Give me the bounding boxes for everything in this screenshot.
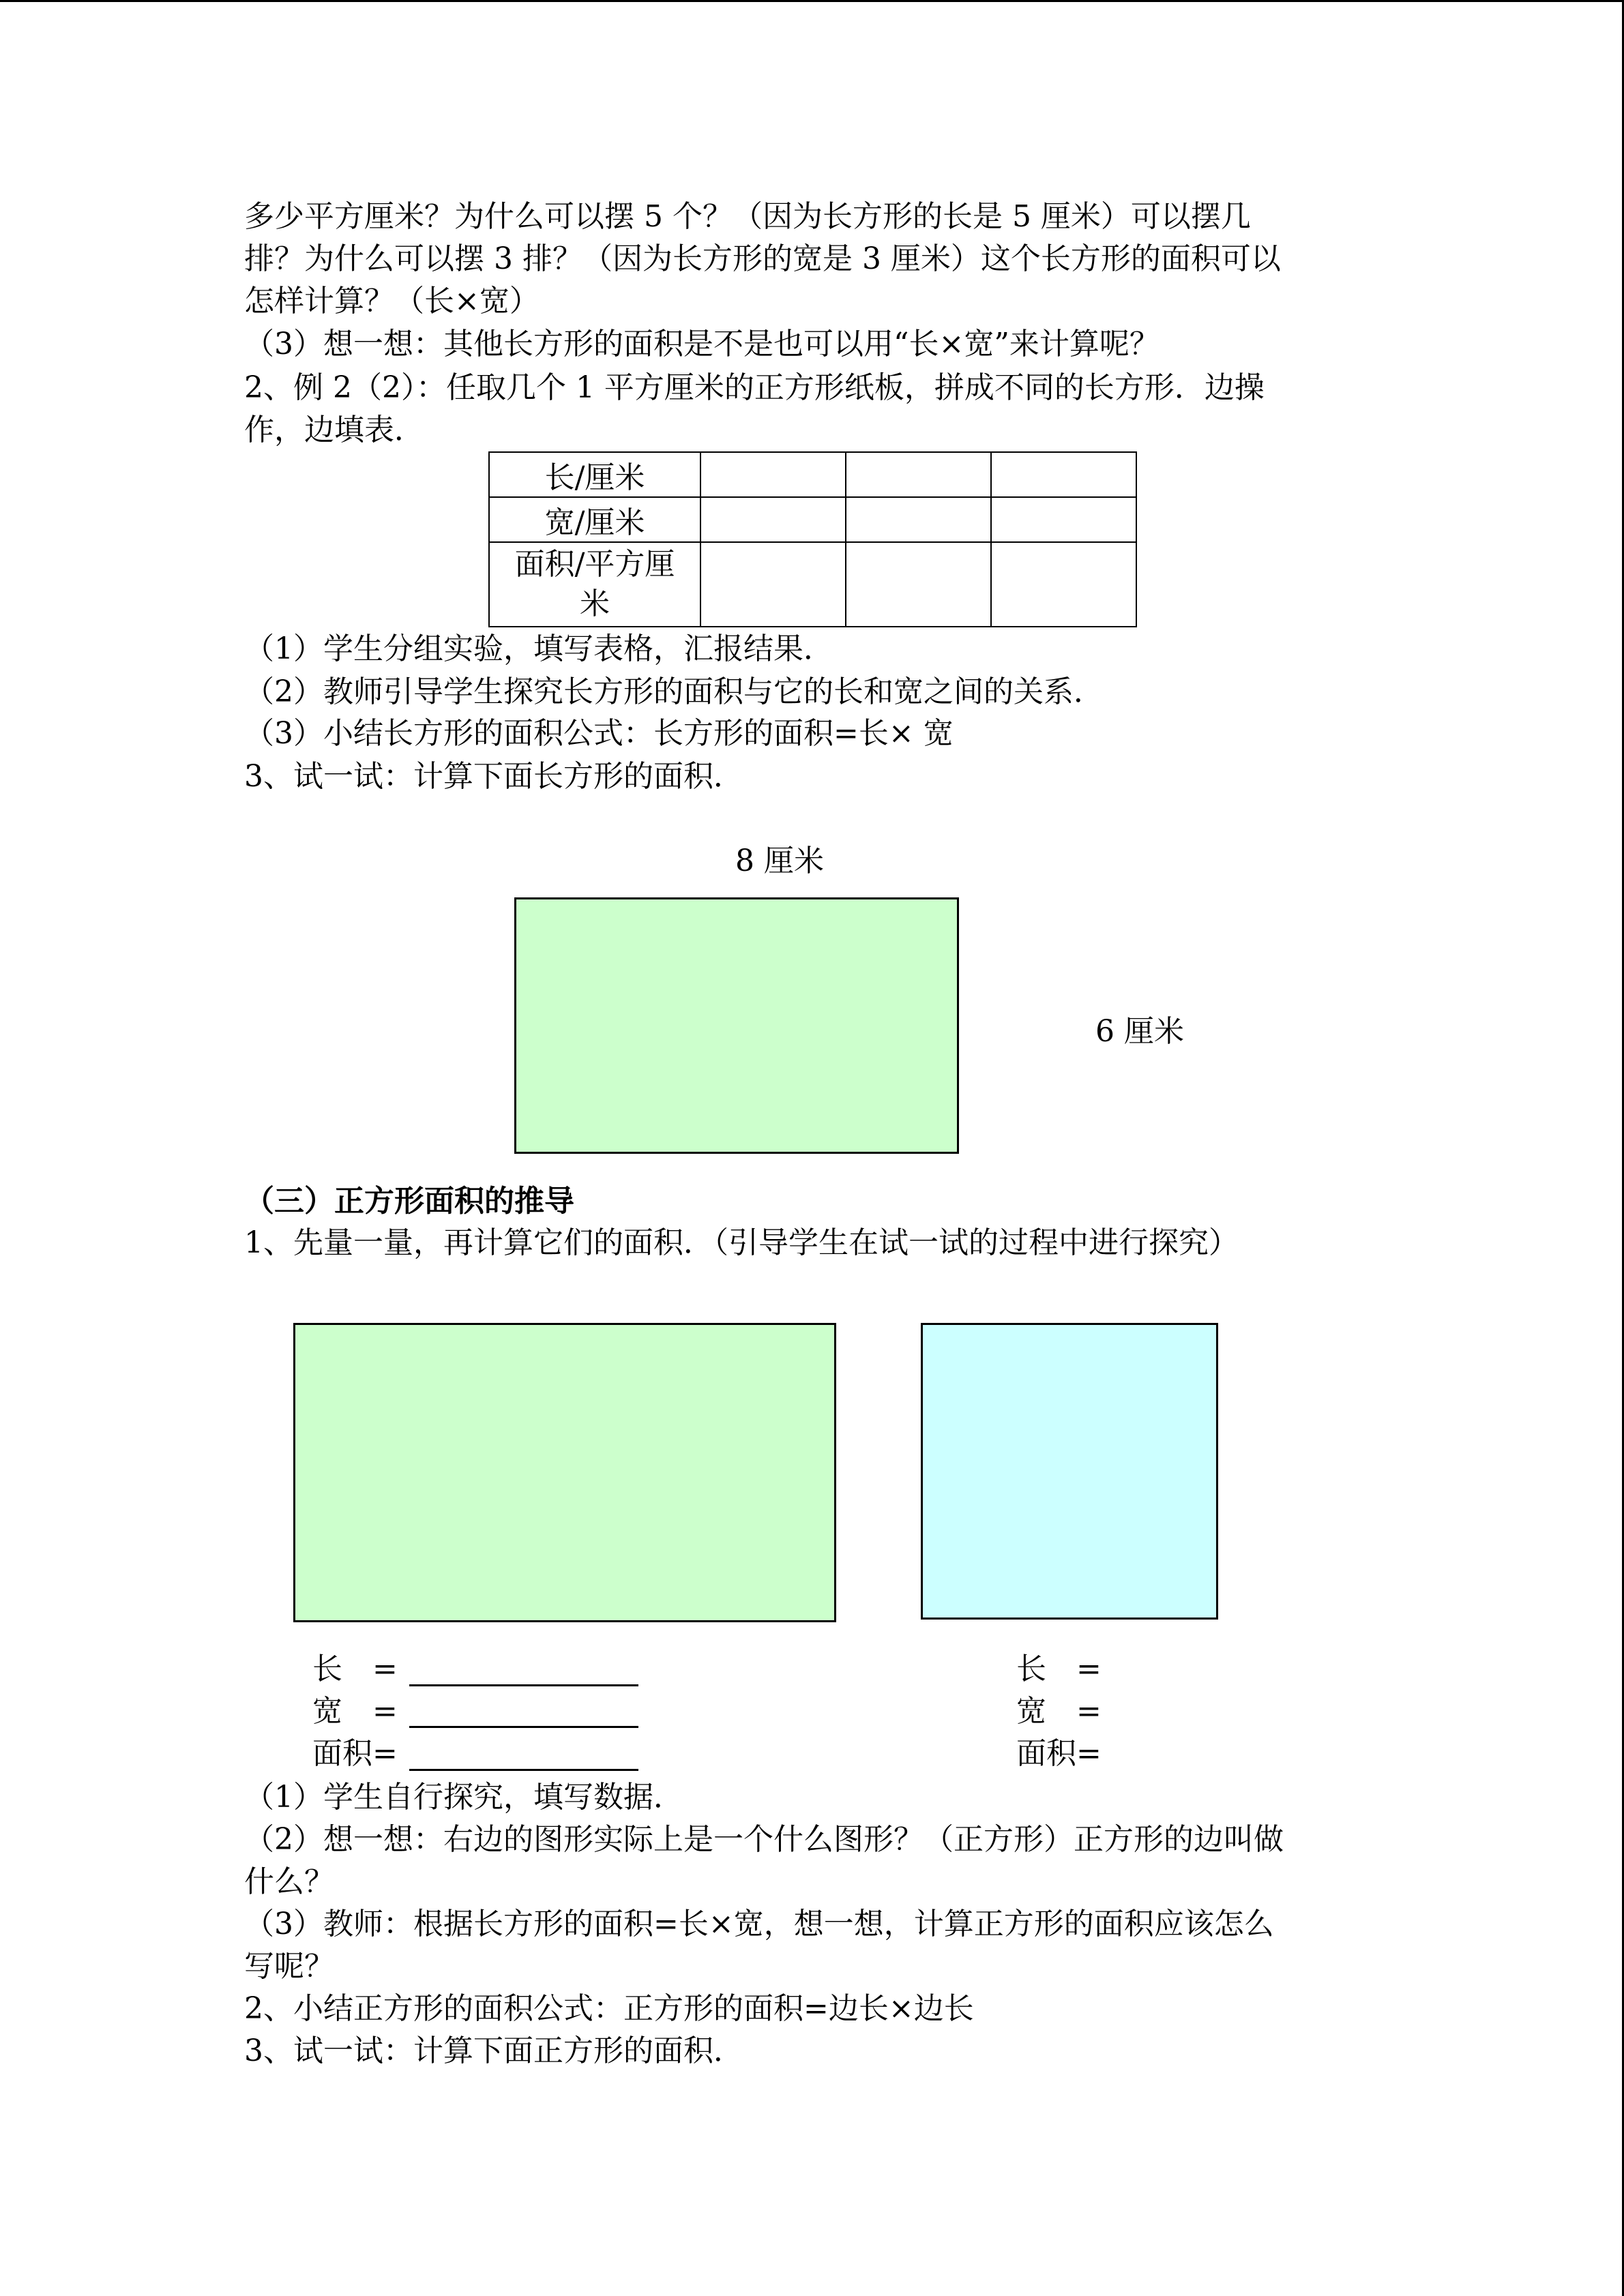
left-width-blank[interactable] <box>409 1726 638 1728</box>
row-header-width: 宽/厘米 <box>489 497 700 542</box>
right-width-label: 宽 = <box>1016 1694 1102 1729</box>
paragraph-line: 多少平方厘米？为什么可以摆 5 个？（因为长方形的长是 5 厘米）可以摆几 <box>244 199 1251 234</box>
table-cell <box>700 497 846 542</box>
paragraph-line: 排？为什么可以摆 3 排？（因为长方形的宽是 3 厘米）这个长方形的面积可以 <box>244 241 1281 276</box>
left-width-label: 宽 = <box>312 1694 398 1729</box>
right-length-label: 长 = <box>1016 1652 1102 1686</box>
paragraph-line: （3）教师：根据长方形的面积=长×宽，想一想，计算正方形的面积应该怎么 <box>244 1907 1274 1941</box>
row-header-area <box>489 542 700 627</box>
section-heading: （三）正方形面积的推导 <box>244 1184 574 1219</box>
left-area-label: 面积= <box>312 1736 398 1771</box>
paragraph-line: 3、试一试：计算下面长方形的面积． <box>244 759 743 794</box>
rectangle-figure <box>514 897 959 1154</box>
paragraph-line: 2、例 2（2）：任取几个 1 平方厘米的正方形纸板，拼成不同的长方形．边操 <box>244 370 1265 405</box>
table-row <box>489 452 1136 497</box>
row-header-length: 长/厘米 <box>489 452 700 497</box>
table-cell <box>991 452 1136 497</box>
paragraph-line: 3、试一试：计算下面正方形的面积． <box>244 2033 743 2068</box>
left-area-blank[interactable] <box>409 1769 638 1771</box>
rect-width-label: 6 厘米 <box>1095 1014 1184 1049</box>
square-shape-right <box>921 1323 1218 1620</box>
paragraph-line: （1）学生自行探究，填写数据． <box>244 1780 683 1815</box>
table-cell <box>846 452 991 497</box>
table-cell <box>846 542 991 627</box>
row-header-area-line2: 米 <box>580 586 610 621</box>
table-row <box>489 497 1136 542</box>
left-length-label: 长 = <box>312 1652 398 1686</box>
paragraph-line: （2）教师引导学生探究长方形的面积与它的长和宽之间的关系． <box>244 674 1104 709</box>
top-border <box>0 0 1624 2</box>
row-header-area-line1: 面积/平方厘 <box>514 547 675 582</box>
table-cell <box>991 542 1136 627</box>
paragraph-line: 写呢？ <box>244 1949 334 1984</box>
paragraph-line: （2）想一想：右边的图形实际上是一个什么图形？（正方形）正方形的边叫做 <box>244 1822 1284 1857</box>
table-cell <box>846 497 991 542</box>
table-cell <box>700 452 846 497</box>
paragraph-line: 作，边填表． <box>244 413 424 447</box>
paragraph-line: 2、小结正方形的面积公式：正方形的面积=边长×边长 <box>244 1991 974 2026</box>
paragraph-line: （3）想一想：其他长方形的面积是不是也可以用“长×宽”来计算呢？ <box>244 327 1160 361</box>
fill-in-table <box>488 451 1137 627</box>
paragraph-line: （3）小结长方形的面积公式：长方形的面积=长× 宽 <box>244 716 954 751</box>
right-area-label: 面积= <box>1016 1736 1102 1771</box>
table-cell <box>991 497 1136 542</box>
rect-length-label: 8 厘米 <box>735 844 824 878</box>
table-cell <box>700 542 846 627</box>
rectangle-shape-left <box>293 1323 836 1622</box>
paragraph-line: （1）学生分组实验，填写表格，汇报结果． <box>244 631 833 666</box>
paragraph-line: 1、先量一量，再计算它们的面积．（引导学生在试一试的过程中进行探究） <box>244 1225 1239 1260</box>
paragraph-line: 怎样计算？（长×宽） <box>244 284 540 318</box>
paragraph-line: 什么？ <box>244 1864 334 1899</box>
table-row <box>489 542 1136 627</box>
left-length-blank[interactable] <box>409 1684 638 1686</box>
